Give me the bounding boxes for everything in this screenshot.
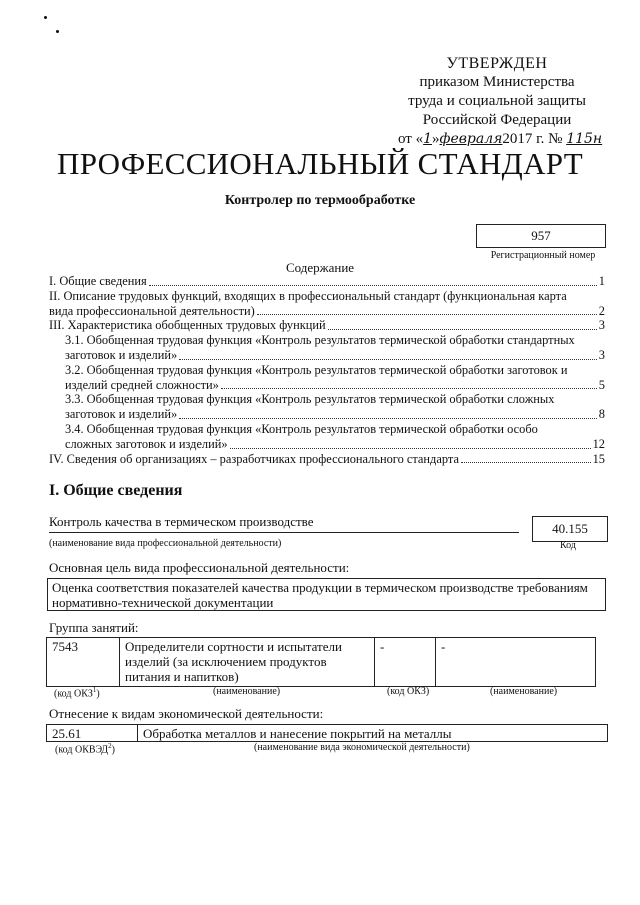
table-cell: 25.61 [47, 725, 138, 742]
activity-name: Контроль качества в термическом производстве [49, 514, 314, 529]
scan-speck [44, 16, 47, 19]
toc-item-page: 2 [598, 303, 605, 318]
toc-item-text: заготовок и изделий» [65, 407, 178, 422]
toc-item-page: 15 [592, 451, 605, 466]
date-prefix: от « [398, 131, 424, 147]
toc-item-page: 5 [598, 377, 605, 392]
document-subtitle: Контролер по термообработке [224, 193, 416, 208]
date-mid: » [432, 131, 440, 147]
approval-line: приказом Министерства [419, 74, 575, 90]
goal-label: Основная цель вида профессиональной деятельности: [49, 560, 350, 575]
toc-item-text: 3.1. Обобщенная трудовая функция «Контроль результатов термической обработки стандартных [65, 333, 575, 348]
cell-line: изделий (за исключением продуктов [125, 654, 327, 669]
table-row [47, 725, 608, 742]
toc-item[interactable] [49, 452, 605, 467]
toc-heading: Содержание [285, 260, 355, 275]
table-of-contents [49, 274, 605, 466]
toc-item[interactable] [49, 274, 605, 289]
approval-line: Российской Федерации [422, 112, 572, 128]
footnote-ref: 1 [92, 686, 97, 694]
registration-number-label: Регистрационный номер [490, 250, 596, 261]
toc-item[interactable] [49, 363, 605, 393]
toc-item[interactable] [49, 422, 605, 452]
goal-box [47, 578, 606, 611]
toc-item-page: 3 [598, 318, 605, 333]
activity-caption: (наименование вида профессиональной деятельности) [49, 538, 282, 549]
table-row [47, 638, 596, 687]
toc-item-text: 3.3. Обобщенная трудовая функция «Контроль результатов термической обработки сложных [65, 392, 555, 407]
econ-activity-table [46, 724, 608, 742]
toc-item-text: сложных заготовок и изделий» [65, 436, 228, 451]
toc-item-text: изделий средней сложности» [65, 377, 219, 392]
date-month: февраля [439, 131, 503, 147]
toc-item-text: заготовок и изделий» [65, 347, 178, 362]
goal-text: нормативно-технической документации [52, 595, 274, 610]
toc-item-text: 3.4. Обобщенная трудовая функция «Контроль результатов термической обработки особо [65, 421, 538, 436]
activity-underline [49, 532, 519, 533]
section-heading: I. Общие сведения [49, 482, 183, 499]
caption-text: (код ОКЗ [54, 688, 93, 700]
caption-name: (наименование) [213, 686, 281, 697]
approval-block [392, 54, 602, 149]
caption-econ-name: (наименование вида экономической деятельности) [254, 742, 470, 753]
econ-activity-label: Отнесение к видам экономической деятельности: [49, 706, 324, 721]
toc-item-page: 12 [592, 436, 605, 451]
approval-line: труда и социальной защиты [408, 93, 586, 109]
toc-item-text: II. Описание трудовых функций, входящих в профессиональный стандарт (функциональная карта [49, 288, 567, 303]
group-label: Группа занятий: [49, 620, 139, 635]
caption-text: ) [111, 744, 115, 756]
toc-item-page: 1 [598, 274, 605, 288]
activity-code-box: 40.155 [532, 516, 608, 542]
cell-line: питания и напитков) [125, 669, 239, 684]
caption-okz: (код ОКЗ) [387, 686, 430, 697]
code-caption: Код [560, 540, 576, 551]
goal-text: Оценка соответствия показателей качества продукции в термическом производстве требованиям [52, 580, 588, 595]
table-cell: - [436, 638, 596, 687]
occupation-group-table [46, 637, 596, 687]
registration-number-box: 957 [476, 224, 606, 248]
toc-item-page: 3 [598, 347, 605, 362]
toc-item[interactable] [49, 289, 605, 319]
table-cell: Обработка металлов и нанесение покрытий на металлы [138, 725, 608, 742]
toc-item-text: вида профессиональной деятельности) [49, 303, 255, 318]
cell-line: Определители сортности и испытатели [125, 639, 342, 654]
toc-item[interactable] [49, 392, 605, 422]
toc-item-text: I. Общие сведения [49, 274, 147, 288]
caption-okved [55, 742, 115, 755]
footnote-ref: 2 [108, 742, 112, 750]
table-cell [120, 638, 375, 687]
toc-item-text: III. Характеристика обобщенных трудовых функций [49, 318, 326, 333]
toc-item-page: 8 [598, 407, 605, 422]
caption-okz [54, 686, 100, 699]
document-title: ПРОФЕССИОНАЛЬНЫЙ СТАНДАРТ [57, 146, 583, 181]
toc-item[interactable] [49, 333, 605, 363]
approval-title: УТВЕРЖДЕН [446, 55, 548, 72]
table-cell: - [375, 638, 436, 687]
toc-item-text: IV. Сведения об организациях – разработчиках профессионального стандарта [49, 451, 459, 466]
date-year: 2017 г. № [502, 131, 563, 147]
caption-text: (код ОКВЭД [55, 744, 109, 756]
toc-item-text: 3.2. Обобщенная трудовая функция «Контроль результатов термической обработки заготовок и [65, 362, 568, 377]
date-day: 1 [423, 131, 433, 147]
order-number: 115н [566, 131, 603, 147]
table-cell: 7543 [47, 638, 120, 687]
toc-item[interactable] [49, 318, 605, 333]
caption-text: ) [96, 688, 100, 700]
caption-name: (наименование) [490, 686, 558, 697]
scan-speck [56, 30, 59, 33]
